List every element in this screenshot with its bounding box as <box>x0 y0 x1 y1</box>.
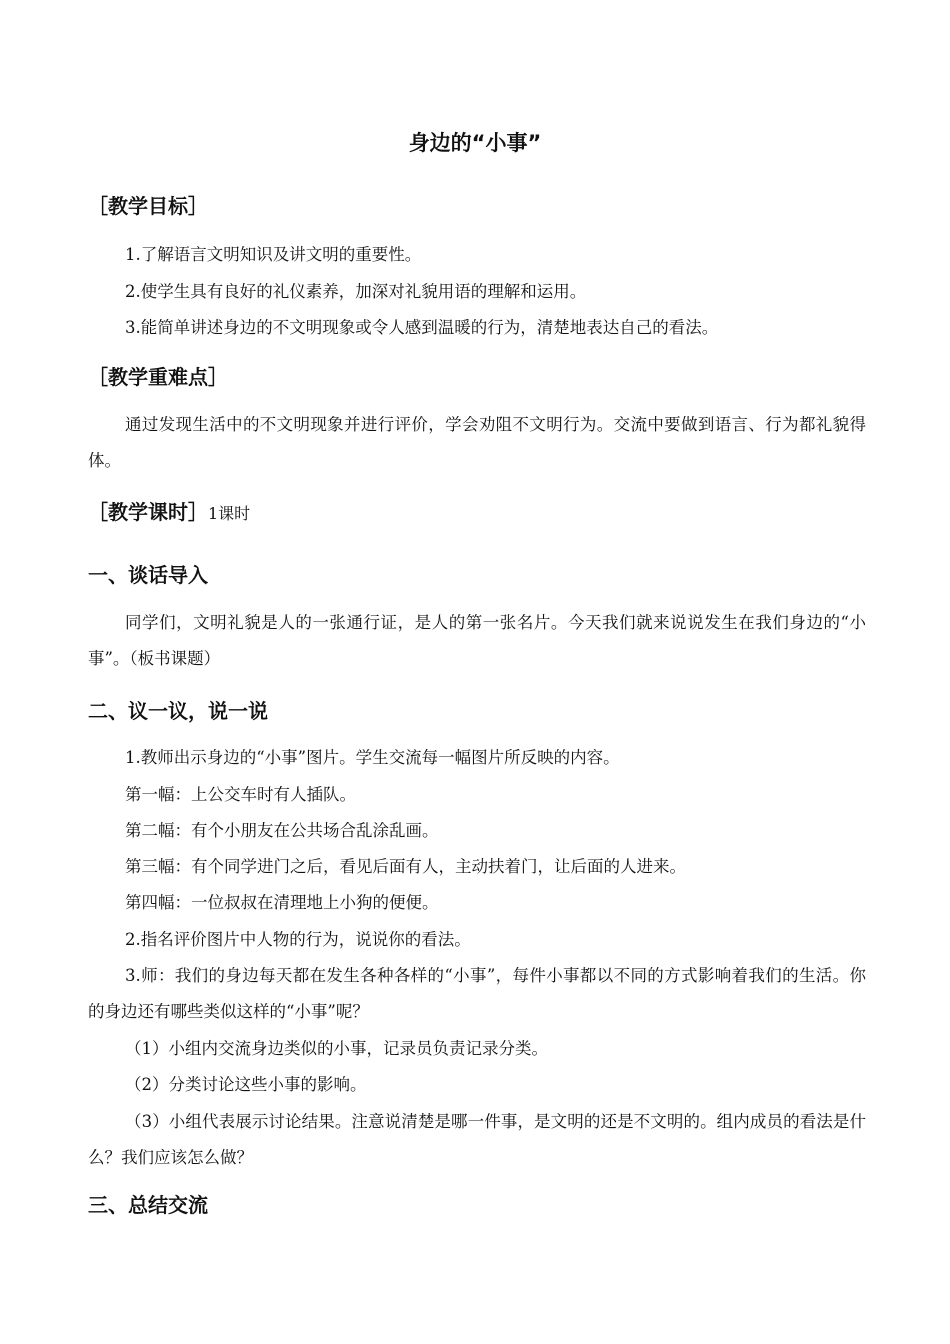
hours-label: ［教学课时］ <box>88 500 208 524</box>
part2-subitem-paragraph: （3）小组代表展示讨论结果。注意说清楚是哪一件事，是文明的还是不文明的。组内成员的看法是什么？我们应该怎么做？ <box>88 1112 866 1167</box>
difficulties-paragraph: 通过发现生活中的不文明现象并进行评价，学会劝阻不文明行为。交流中要做到语言、行为都礼貌得体。 <box>88 415 866 470</box>
part2-subitem: （1）小组内交流身边类似的小事，记录员负责记录分类。 <box>125 1039 548 1058</box>
hours-value: 1课时 <box>208 504 251 523</box>
goal-item: 1.了解语言文明知识及讲文明的重要性。 <box>125 245 422 264</box>
part2-line: 1.教师出示身边的“小事”图片。学生交流每一幅图片所反映的内容。 <box>125 748 620 767</box>
part2-line: 第二幅：有个小朋友在公共场合乱涂乱画。 <box>125 821 439 840</box>
part2-subitem: （2）分类讨论这些小事的影响。 <box>125 1075 367 1094</box>
part2-paragraph: 3.师：我们的身边每天都在发生各种各样的“小事”，每件小事都以不同的方式影响着我们的生活。你的身边还有哪些类似这样的“小事”呢？ <box>88 966 866 1021</box>
part1-paragraph: 同学们，文明礼貌是人的一张通行证，是人的第一张名片。今天我们就来说说发生在我们身边的“小事”。（板书课题） <box>88 613 866 668</box>
hours-heading <box>88 497 250 529</box>
part2-line: 第三幅：有个同学进门之后，看见后面有人，主动扶着门，让后面的人进来。 <box>125 857 686 876</box>
part2-line: 第一幅：上公交车时有人插队。 <box>125 785 356 804</box>
part3-heading: 三、总结交流 <box>88 1193 208 1217</box>
page-title: 身边的“小事” <box>408 131 542 155</box>
part1-heading: 一、谈话导入 <box>88 563 208 587</box>
part2-line: 第四幅：一位叔叔在清理地上小狗的便便。 <box>125 893 439 912</box>
goal-item: 2.使学生具有良好的礼仪素养，加深对礼貌用语的理解和运用。 <box>125 282 587 301</box>
difficulties-heading: ［教学重难点］ <box>88 365 228 389</box>
goal-item: 3.能简单讲述身边的不文明现象或令人感到温暖的行为，清楚地表达自己的看法。 <box>125 318 719 337</box>
part2-line: 2.指名评价图片中人物的行为，说说你的看法。 <box>125 930 471 949</box>
goals-heading: ［教学目标］ <box>88 194 208 218</box>
part2-heading: 二、议一议，说一说 <box>88 699 268 723</box>
